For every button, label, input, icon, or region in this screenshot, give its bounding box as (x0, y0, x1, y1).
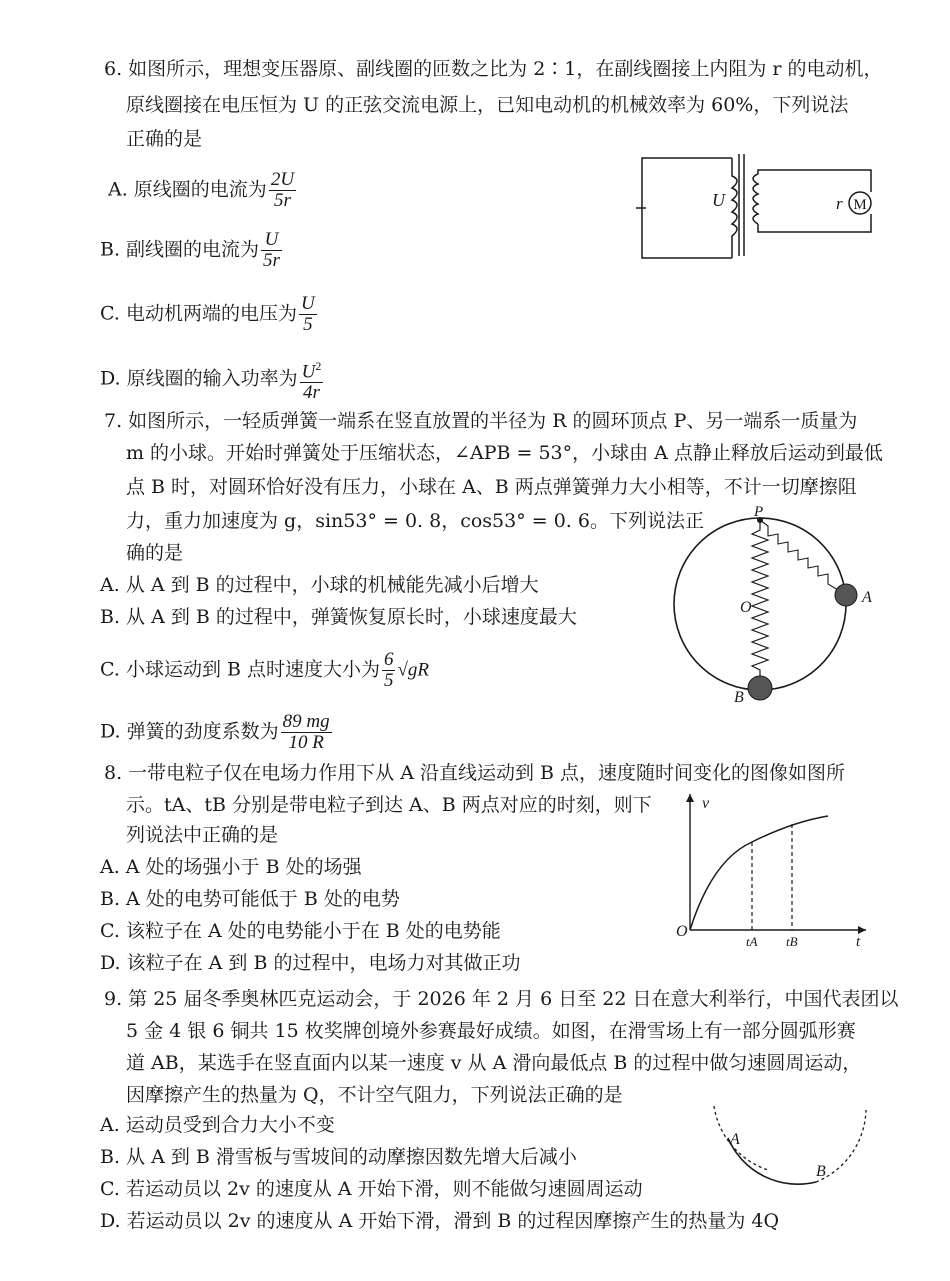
q9-option-d: D. 若运动员以 2v 的速度从 A 开始下滑，滑到 B 的过程因摩擦产生的热量为 4Q (100, 1210, 780, 1232)
q9-line-2: 5 金 4 银 6 铜共 15 枚奖牌创境外参赛最好成绩。如图，在滑雪场上有一部分圆弧形赛 (126, 1020, 856, 1042)
graph-tb-label: tB (786, 934, 798, 949)
q7-d-numerator: 89 mg (282, 711, 330, 732)
q6-d-numerator-base: U (301, 361, 316, 383)
q6-d-denominator: 4r (303, 382, 320, 404)
q6-b-numerator: U (261, 230, 282, 251)
q7-option-d (100, 712, 334, 753)
ring-center-label: O (740, 599, 752, 616)
q7-c-denominator: 5 (383, 670, 394, 691)
q6-option-d-label: D. 原线圈的输入功率为 (100, 367, 298, 390)
graph-t-axis-label: t (856, 934, 861, 950)
q6-line-2: 原线圈接在电压恒为 U 的正弦交流电源上，已知电动机的机械效率为 60%，下列说法 (126, 94, 849, 116)
ski-track-figure (706, 1100, 876, 1190)
ball-b-label: B (734, 689, 744, 706)
q8-line-3: 列说法中正确的是 (126, 824, 279, 846)
q9-line-1: 9. 第 25 届冬季奥林匹克运动会，于 2026 年 2 月 6 日至 22 日在意大利举行，中国代表团以 (104, 988, 899, 1010)
track-point-b-label: B (816, 1163, 826, 1180)
q6-c-denominator: 5 (303, 314, 313, 335)
q8-option-b: B. A 处的电势可能低于 B 处的电势 (100, 888, 400, 910)
q7-d-denominator: 10 R (288, 732, 324, 753)
q7-option-c-label: C. 小球运动到 B 点时速度大小为 (100, 658, 380, 681)
q6-option-a-fraction (269, 170, 296, 211)
q9-option-b: B. 从 A 到 B 滑雪板与雪坡间的动摩擦因数先增大后减小 (100, 1146, 577, 1168)
q6-option-d (100, 356, 325, 403)
q9-line-3: 道 AB，某选手在竖直面内以某一速度 v 从 A 滑向最低点 B 的过程中做匀速圆周运动， (126, 1052, 862, 1074)
q6-a-numerator: 2U (270, 169, 295, 190)
graph-origin-label: O (676, 923, 688, 940)
q7-option-d-label: D. 弹簧的劲度系数为 (100, 720, 279, 743)
graph-v-axis-label: v (702, 795, 710, 812)
q6-option-c-fraction (299, 294, 317, 335)
track-point-a-label: A (730, 1131, 740, 1148)
motor-icon: M (853, 197, 867, 213)
ring-top-point-label: P (754, 504, 764, 520)
q7-option-d-fraction (281, 712, 332, 753)
q6-a-denominator: 5r (273, 190, 291, 211)
q7-line-4: 力，重力加速度为 g，sin53° = 0. 8，cos53° = 0. 6。下列说法正 (126, 510, 704, 532)
q7-option-c (100, 650, 429, 691)
q7-line-3: 点 B 时，对圆环恰好没有压力，小球在 A、B 两点弹簧弹力大小相等，不计一切摩擦阻 (126, 476, 857, 498)
q8-option-c: C. 该粒子在 A 处的电势能小于在 B 处的电势能 (100, 920, 501, 942)
q9-option-a: A. 运动员受到合力大小不变 (100, 1114, 335, 1136)
ball-a-label: A (862, 589, 872, 606)
q9-line-4: 因摩擦产生的热量为 Q，不计空气阻力，下列说法正确的是 (126, 1084, 623, 1106)
q6-option-b-label: B. 副线圈的电流为 (100, 238, 260, 261)
ring-spring-figure (672, 500, 882, 715)
transformer-circuit-figure (636, 148, 886, 268)
q7-line-2: m 的小球。开始时弹簧处于压缩状态，∠APB = 53°，小球由 A 点静止释放后运动到最低 (126, 442, 883, 464)
q7-option-a: A. 从 A 到 B 的过程中，小球的机械能先减小后增大 (100, 574, 539, 596)
q8-line-2: 示。tA、tB 分别是带电粒子到达 A、B 两点对应的时刻，则下 (126, 794, 652, 816)
q6-line-3: 正确的是 (126, 128, 203, 150)
motor-resistance-label: r (836, 194, 843, 213)
q6-line-1: 6. 如图所示，理想变压器原、副线圈的匝数之比为 2∶1，在副线圈接上内阻为 r 的电动机， (104, 58, 883, 80)
q7-line-1: 7. 如图所示，一轻质弹簧一端系在竖直放置的半径为 R 的圆环顶点 P、另一端系一质量为 (104, 410, 858, 432)
q6-d-numerator (300, 356, 324, 383)
q7-line-5: 确的是 (126, 542, 184, 564)
q6-option-a (108, 170, 298, 211)
graph-ta-label: tA (746, 934, 758, 949)
transformer-voltage-label: U (712, 190, 725, 210)
q9-option-c: C. 若运动员以 2v 的速度从 A 开始下滑，则不能做匀速圆周运动 (100, 1178, 643, 1200)
q6-option-b (100, 230, 284, 271)
q8-option-a: A. A 处的场强小于 B 处的场强 (100, 856, 362, 878)
q6-c-numerator: U (300, 293, 315, 314)
q6-b-denominator: 5r (263, 250, 280, 271)
q7-option-b: B. 从 A 到 B 的过程中，弹簧恢复原长时，小球速度最大 (100, 606, 577, 628)
q6-option-b-fraction (261, 230, 282, 271)
q6-option-c-label: C. 电动机两端的电压为 (100, 302, 297, 325)
q6-option-a-label: A. 原线圈的电流为 (108, 178, 267, 201)
q7-c-numerator: 6 (383, 649, 394, 670)
velocity-time-graph (672, 790, 872, 950)
q7-option-c-root: √gR (397, 659, 430, 681)
q6-option-d-fraction (300, 356, 324, 403)
q7-option-c-fraction (382, 650, 396, 691)
q6-d-numerator-exponent: 2 (315, 359, 322, 373)
q8-line-1: 8. 一带电粒子仅在电场力作用下从 A 沿直线运动到 B 点，速度随时间变化的图像如图所 (104, 762, 846, 784)
q8-option-d: D. 该粒子在 A 到 B 的过程中，电场力对其做正功 (100, 952, 521, 974)
q6-option-c (100, 294, 319, 335)
